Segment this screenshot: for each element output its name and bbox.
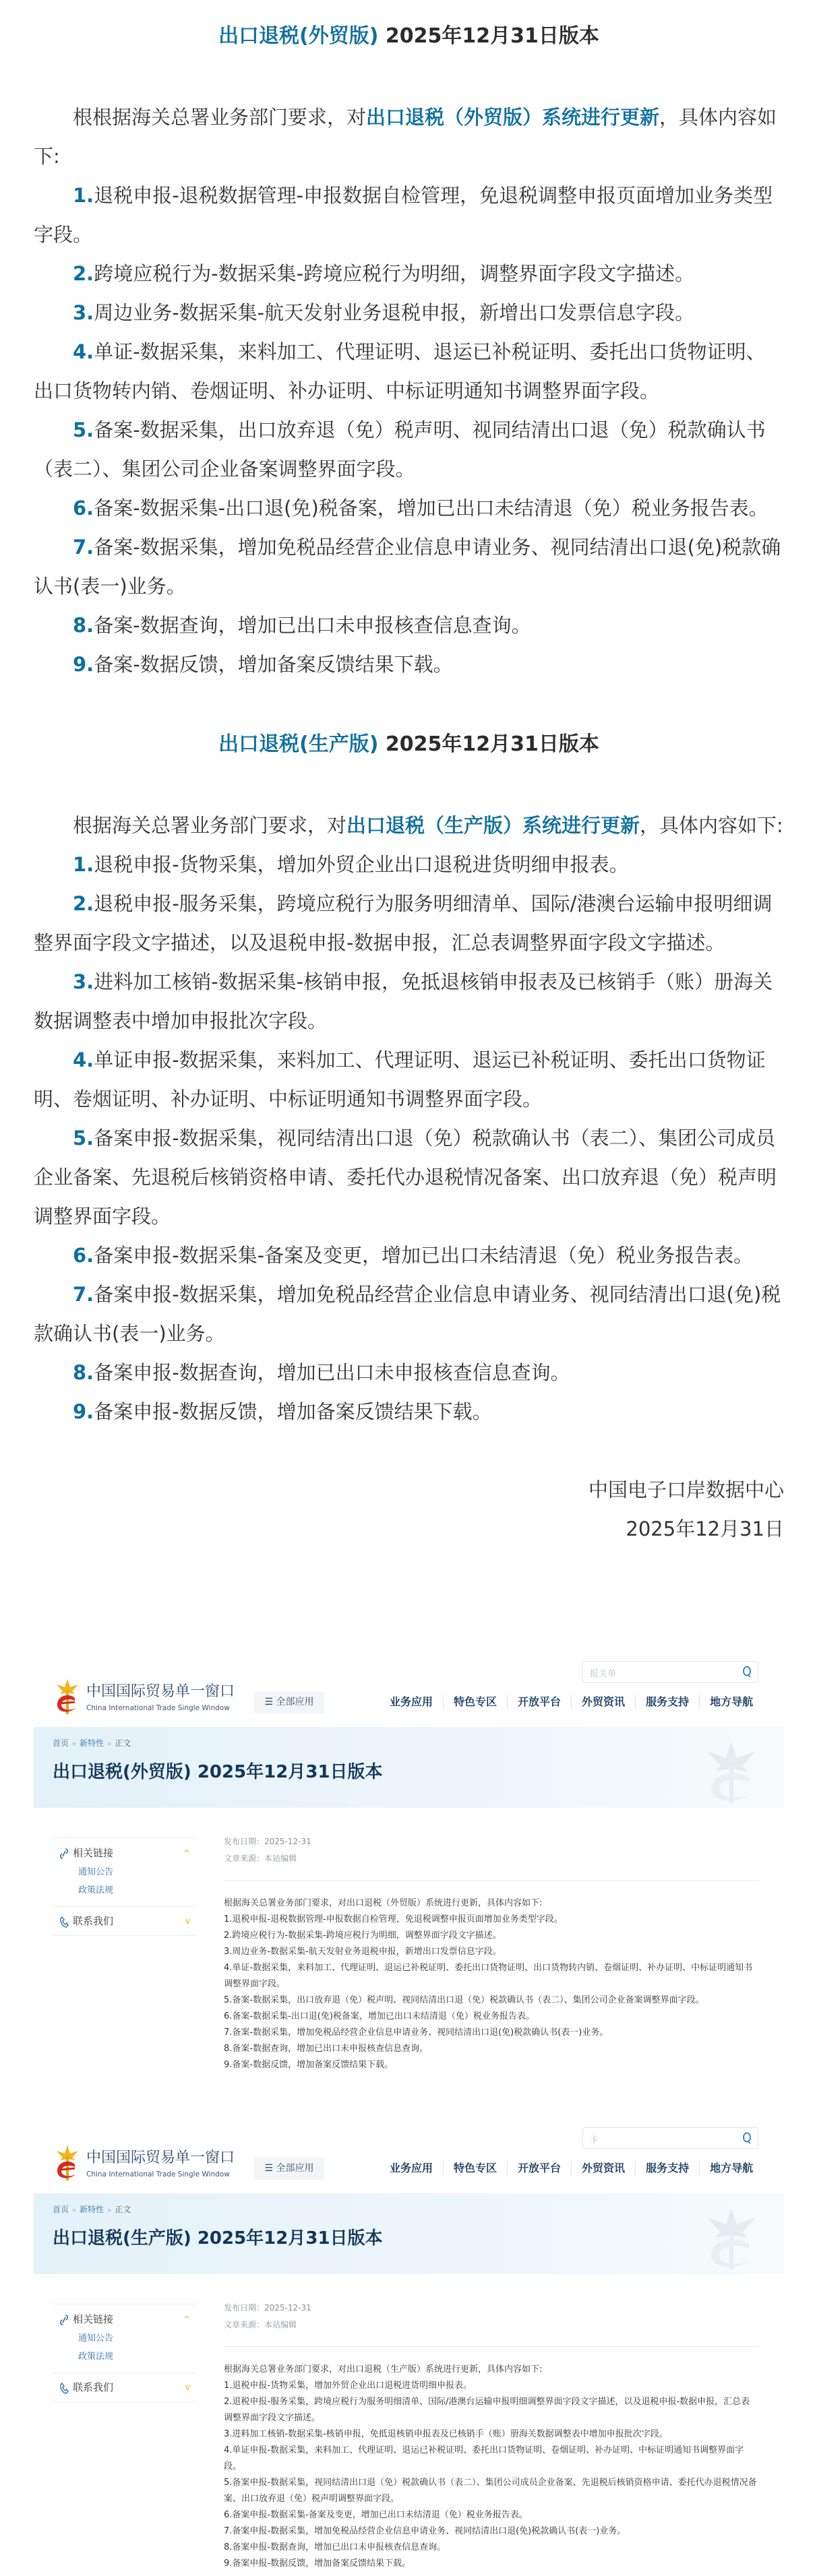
section-title-highlight: 出口退税(外贸版) [218, 24, 379, 48]
main-nav [380, 2161, 763, 2176]
article-line: 5.备案-数据采集，出口放弃退（免）税声明、视同结清出口退（免）税款确认书（表二）、集团公司企业备案调整界面字段。 [224, 1995, 704, 2005]
item-text: 单证申报-数据采集，来料加工、代理证明、退运已补税证明、委托出口货物证明、卷烟证明、补办证明、中标证明通知书调整界面字段。 [34, 1048, 766, 1110]
item-number: 7. [73, 536, 94, 559]
list-item [34, 254, 784, 293]
item-text: 备案-数据采集，增加免税品经营企业信息申请业务、视同结清出口退(免)税款确认书(表一)业务。 [34, 536, 781, 598]
item-text: 退税申报-服务采集，跨境应税行为服务明细清单、国际/港澳台运输申报明细调整界面字段文字描述，以及退税申报-数据申报，汇总表调整界面字段文字描述。 [34, 892, 773, 954]
list-item [34, 528, 784, 606]
item-number: 5. [73, 418, 94, 441]
item-number: 1. [73, 853, 94, 876]
list-item [34, 489, 784, 528]
breadcrumb [53, 2204, 131, 2216]
item-text: 备案-数据反馈，增加备案反馈结果下载。 [94, 653, 453, 676]
divider [224, 2346, 758, 2347]
page-title: 出口退税(外贸版) 2025年12月31日版本 [53, 1762, 383, 1782]
article-line: 根据海关总署业务部门要求，对出口退税（生产版）系统进行更新，具体内容如下: [224, 2364, 543, 2375]
menu-icon: ☰ [264, 2163, 276, 2174]
logo-title[interactable]: 中国国际贸易单一窗口 [86, 2149, 235, 2166]
breadcrumb-item[interactable]: 新特性 [80, 2205, 104, 2214]
list-item [34, 410, 784, 489]
sidebar-group-contact-us[interactable] [59, 2381, 113, 2394]
nav-item[interactable]: 服务支持 [635, 1695, 699, 1709]
list-item [34, 1119, 784, 1236]
intro-highlight: 出口退税（外贸版）系统进行更新 [366, 106, 660, 129]
watermark-logo-icon [704, 2207, 758, 2271]
section-title-rest: 2025年12月31日版本 [378, 24, 599, 48]
phone-icon [59, 1915, 73, 1927]
nav-item[interactable]: 外贸资讯 [571, 1695, 635, 1709]
list-item [34, 845, 784, 884]
article [34, 0, 784, 1548]
search-input[interactable] [582, 1661, 758, 1683]
item-text: 备案-数据查询，增加已出口未申报核查信息查询。 [94, 614, 531, 637]
list-item [34, 332, 784, 410]
article-body [224, 1895, 758, 2073]
chevron-down-icon[interactable]: v [185, 2383, 190, 2392]
article-body [224, 2362, 758, 2572]
article-line: 8.备案申报-数据查询，增加已出口未申报核查信息查询。 [224, 2542, 446, 2552]
breadcrumb-item[interactable]: 首页 [53, 2205, 69, 2214]
article-line: 2.跨境应税行为-数据采集-跨境应税行为明细，调整界面字段文字描述。 [224, 1930, 502, 1941]
item-number: 4. [73, 340, 94, 363]
item-number: 8. [73, 614, 94, 637]
item-text: 单证-数据采集，来料加工、代理证明、退运已补税证明、委托出口货物证明、出口货物转内销、卷烟证明、补办证明、中标证明通知书调整界面字段。 [34, 340, 766, 402]
item-number: 6. [73, 497, 94, 520]
phone-icon [59, 2381, 73, 2393]
chevron-down-icon[interactable]: v [185, 1916, 190, 1926]
logo-title[interactable]: 中国国际贸易单一窗口 [86, 1683, 235, 1700]
list-item [34, 1040, 784, 1119]
search-input[interactable] [582, 2127, 758, 2149]
page-title: 出口退税(生产版) 2025年12月31日版本 [53, 2228, 383, 2249]
sidebar-divider [53, 1837, 195, 1838]
link-icon [59, 2313, 73, 2325]
article-line: 3.周边业务-数据采集-航天发射业务退税申报，新增出口发票信息字段。 [224, 1947, 502, 1957]
item-number: 1. [73, 184, 94, 207]
breadcrumb-separator-icon: » [107, 1740, 112, 1748]
breadcrumb [53, 1738, 131, 1750]
item-number: 9. [73, 653, 94, 676]
page-banner [34, 1727, 784, 1808]
all-apps-button[interactable] [254, 2158, 324, 2180]
nav-item[interactable]: 开放平台 [507, 1695, 571, 1709]
sidebar-group-label: 联系我们 [73, 2381, 114, 2393]
article-line: 根据海关总署业务部门要求，对出口退税（外贸版）系统进行更新，具体内容如下: [224, 1898, 543, 1908]
sidebar-divider [53, 1906, 195, 1907]
search-icon[interactable] [742, 2132, 752, 2144]
item-number: 3. [73, 970, 94, 993]
nav-item[interactable]: 特色专区 [443, 1695, 507, 1709]
signature-date: 2025年12月31日 [626, 1517, 784, 1540]
signature: 中国电子口岸数据中心 [588, 1478, 784, 1501]
article-source: 文章来源：本站编辑 [224, 2320, 297, 2329]
section-title [34, 17, 784, 56]
article-line: 9.备案申报-数据反馈，增加备案反馈结果下载。 [224, 2558, 411, 2569]
nav-item[interactable]: 地方导航 [699, 1695, 763, 1709]
item-number: 6. [73, 1244, 94, 1267]
breadcrumb-separator-icon: » [72, 1740, 77, 1748]
nav-item[interactable]: 开放平台 [507, 2161, 571, 2176]
list-item [34, 1392, 784, 1431]
intro-text: 根根据海关总署业务部门要求，对 [73, 106, 367, 129]
publish-date: 发布日期：2025-12-31 [224, 2303, 311, 2313]
item-text: 周边业务-数据采集-航天发射业务退税申报，新增出口发票信息字段。 [94, 301, 695, 324]
item-text: 备案申报-数据查询，增加已出口未申报核查信息查询。 [94, 1361, 570, 1384]
item-number: 3. [73, 301, 94, 324]
sidebar-divider [53, 1935, 195, 1936]
item-text: 备案申报-数据反馈，增加备案反馈结果下载。 [94, 1400, 492, 1423]
intro-highlight: 出口退税（生产版）系统进行更新 [346, 814, 640, 837]
article-line: 3.进料加工核销-数据采集-核销申报，免抵退核销申报表及已核销手（账）册海关数据调整表中增加申报批次字段。 [224, 2429, 668, 2439]
article-line: 1.退税申报-货物采集，增加外贸企业出口退税进货明细申报表。 [224, 2381, 473, 2391]
divider [224, 1880, 758, 1881]
list-item [34, 176, 784, 254]
list-item [34, 1353, 784, 1392]
chevron-up-icon[interactable]: ^ [183, 1848, 190, 1858]
sidebar-link[interactable]: 通知公告 [78, 1867, 114, 1877]
list-item [34, 962, 784, 1040]
section-body [34, 806, 784, 1431]
article-line: 9.备案-数据反馈，增加备案反馈结果下载。 [224, 2060, 394, 2070]
nav-item[interactable]: 服务支持 [635, 2161, 699, 2176]
item-text: 备案-数据采集-出口退(免)税备案，增加已出口未结清退（免）税业务报告表。 [94, 497, 768, 520]
item-text: 备案-数据采集，出口放弃退（免）税声明、视同结清出口退（免）税款确认书（表二）、集团公司企业备案调整界面字段。 [34, 418, 766, 480]
nav-item[interactable]: 特色专区 [443, 2161, 507, 2176]
sidebar-group-label: 相关链接 [73, 2313, 114, 2325]
intro-paragraph [34, 98, 784, 176]
item-number: 8. [73, 1361, 94, 1384]
item-number: 9. [73, 1400, 94, 1423]
section-title-rest: 2025年12月31日版本 [378, 732, 599, 756]
sidebar-link[interactable]: 政策法规 [78, 1885, 114, 1895]
article-line: 1.退税申报-退税数据管理-申报数据自检管理，免退税调整申报页面增加业务类型字段。 [224, 1914, 563, 1924]
list-item [34, 1275, 784, 1353]
item-number: 7. [73, 1283, 94, 1306]
watermark-logo-icon [704, 1740, 758, 1804]
item-number: 2. [73, 892, 94, 915]
article-line: 4.单证-数据采集，来料加工、代理证明、退运已补税证明、委托出口货物证明、出口货物转内销、卷烟证明、补办证明、中标证明通知书调整界面字段。 [224, 1963, 753, 1989]
article-source: 文章来源：本站编辑 [224, 1854, 297, 1863]
sidebar-link[interactable]: 通知公告 [78, 2333, 114, 2344]
list-item [34, 293, 784, 332]
list-item [34, 1236, 784, 1275]
item-text: 跨境应税行为-数据采集-跨境应税行为明细，调整界面字段文字描述。 [94, 262, 695, 285]
item-number: 5. [73, 1127, 94, 1150]
search-icon[interactable] [742, 1666, 752, 1678]
logo-icon[interactable] [55, 2144, 80, 2183]
logo-icon[interactable] [55, 1678, 80, 1717]
item-text: 备案申报-数据采集-备案及变更，增加已出口未结清退（免）税业务报告表。 [94, 1244, 754, 1267]
sidebar-link[interactable]: 政策法规 [78, 2352, 114, 2362]
item-text: 备案申报-数据采集，视同结清出口退（免）税款确认书（表二）、集团公司成员企业备案、先退税后核销资格申请、委托代办退税情况备案、出口放弃退（免）税声明调整界面字段。 [34, 1127, 777, 1228]
breadcrumb-item: 正文 [115, 2205, 131, 2214]
article-line: 2.退税申报-服务采集，跨境应税行为服务明细清单、国际/港澳台运输申报明细调整界面字段文字描述，以及退税申报-数据申报，汇总表调整界面字段文字描述。 [224, 2397, 750, 2423]
nav-item[interactable]: 外贸资讯 [571, 2161, 635, 2176]
publish-date: 发布日期：2025-12-31 [224, 1837, 311, 1846]
list-item [34, 645, 784, 684]
article-line: 5.备案申报-数据采集，视同结清出口退（免）税款确认书（表二）、集团公司成员企业备案、先退税后核销资格申请、委托代办退税情况备案、出口放弃退（免）税声明调整界面字段。 [224, 2478, 757, 2504]
sidebar-group-label: 联系我们 [73, 1915, 114, 1927]
logo-subtitle: China International Trade Single Window [86, 1704, 230, 1712]
sidebar-group-contact-us[interactable] [59, 1914, 113, 1928]
nav-item[interactable]: 地方导航 [699, 2161, 763, 2176]
intro-text: ，具体内容如下: [640, 814, 783, 837]
main-nav [380, 1695, 763, 1709]
nav-item[interactable]: 业务应用 [390, 1695, 433, 1708]
website-screenshot [0, 1631, 817, 2097]
breadcrumb-item[interactable]: 首页 [53, 1738, 69, 1748]
link-icon [59, 1847, 73, 1859]
item-text: 备案申报-数据采集，增加免税品经营企业信息申请业务、视同结清出口退(免)税款确认书(表一)业务。 [34, 1283, 781, 1345]
sidebar-group-label: 相关链接 [73, 1847, 114, 1859]
search-placeholder: 报关单 [590, 1669, 617, 1679]
intro-text: 根据海关总署业务部门要求，对 [73, 814, 347, 837]
item-text: 进料加工核销-数据采集-核销申报，免抵退核销申报表及已核销手（账）册海关数据调整表中增加申报批次字段。 [34, 970, 773, 1032]
article-line: 6.备案申报-数据采集-备案及变更，增加已出口未结清退（免）税业务报告表。 [224, 2510, 528, 2520]
all-apps-button[interactable] [254, 1691, 324, 1714]
section-title-highlight: 出口退税(生产版) [218, 732, 379, 756]
article-line: 8.备案-数据查询，增加已出口未申报核查信息查询。 [224, 2044, 429, 2054]
breadcrumb-item[interactable]: 新特性 [80, 1738, 104, 1748]
item-number: 4. [73, 1048, 94, 1071]
item-text: 退税申报-货物采集，增加外贸企业出口退税进货明细申报表。 [94, 853, 629, 876]
article-line: 6.备案-数据采集-出口退(免)税备案，增加已出口未结清退（免）税业务报告表。 [224, 2011, 535, 2021]
all-apps-label: 全部应用 [276, 1697, 314, 1707]
breadcrumb-separator-icon: » [72, 2207, 77, 2214]
chevron-up-icon[interactable]: ^ [183, 2315, 190, 2324]
article-line: 4.单证申报-数据采集，来料加工、代理证明、退运已补税证明、委托出口货物证明、卷烟证明、补办证明、中标证明通知书调整界面字段。 [224, 2445, 744, 2472]
website-screenshot [0, 2097, 817, 2576]
list-item [34, 884, 784, 962]
article-line: 7.备案-数据采集，增加免税品经营企业信息申请业务、视同结清出口退(免)税款确认书(表一)业务。 [224, 2028, 609, 2038]
item-number: 2. [73, 262, 94, 285]
breadcrumb-separator-icon: » [107, 2207, 112, 2214]
sidebar-group-related-links[interactable] [59, 1846, 113, 1860]
item-text: 退税申报-退税数据管理-申报数据自检管理，免退税调整申报页面增加业务类型字段。 [34, 184, 773, 246]
nav-item[interactable]: 业务应用 [390, 2162, 433, 2174]
page-banner [34, 2193, 784, 2274]
sidebar-group-related-links[interactable] [59, 2313, 113, 2326]
sidebar-divider [53, 2401, 195, 2402]
search-placeholder: 卡 [590, 2135, 599, 2145]
section-title [34, 725, 784, 764]
logo-subtitle: China International Trade Single Window [86, 2170, 230, 2178]
list-item [34, 606, 784, 645]
breadcrumb-item: 正文 [115, 1738, 131, 1748]
intro-paragraph [34, 806, 784, 845]
section-body [34, 98, 784, 684]
menu-icon: ☰ [264, 1697, 276, 1707]
all-apps-label: 全部应用 [276, 2163, 314, 2174]
intro-text: ，具体内容如下: [34, 106, 777, 168]
article-line: 7.备案申报-数据采集，增加免税品经营企业信息申请业务、视同结清出口退(免)税款确认书(表一)业务。 [224, 2526, 626, 2536]
